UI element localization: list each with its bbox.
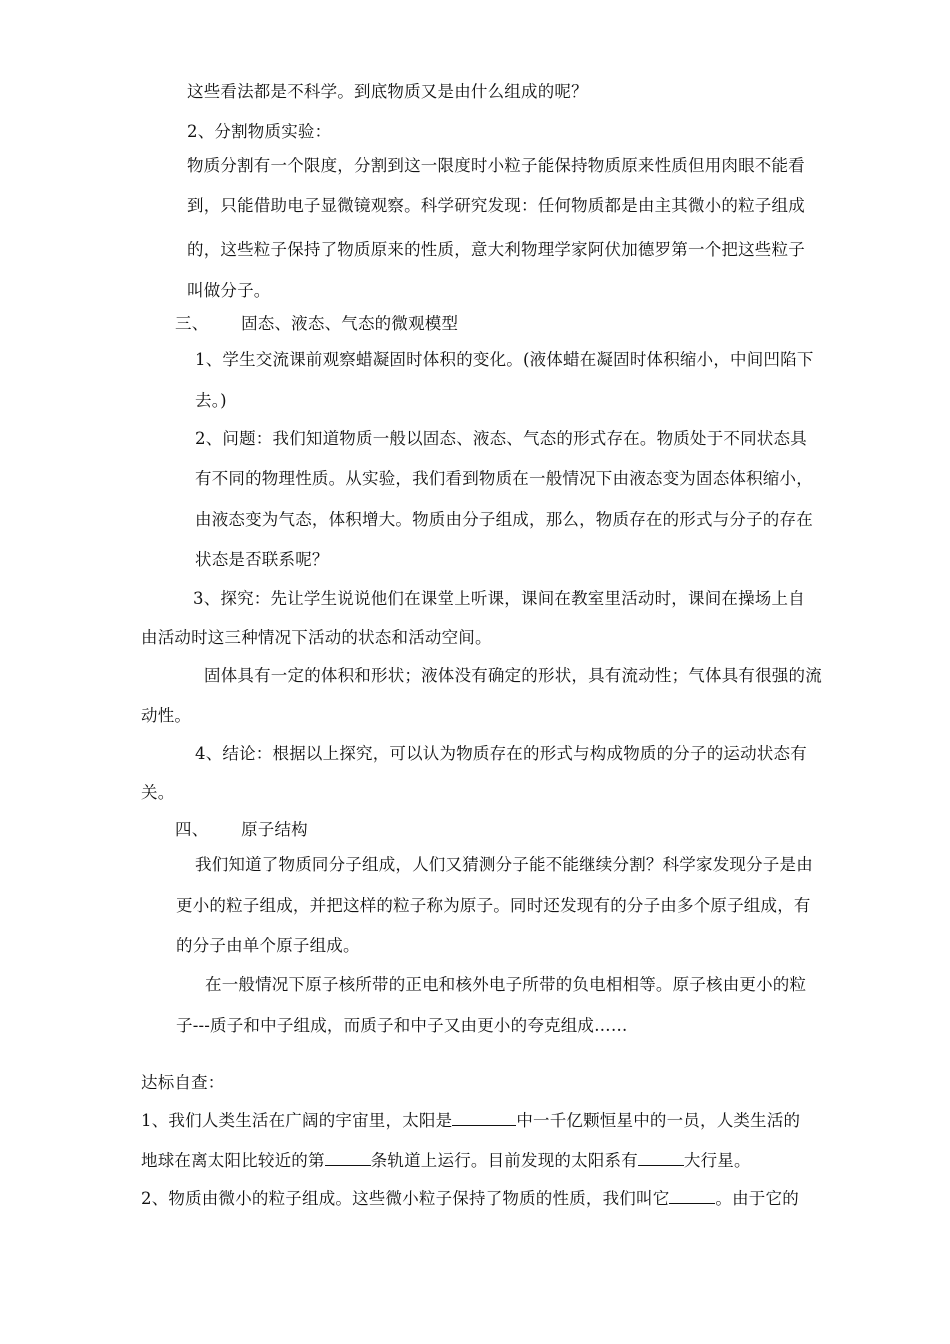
text-line: 物质分割有一个限度，分割到这一限度时小粒子能保持物质原来性质但用肉眼不能看 <box>187 156 805 175</box>
exercise-text: 地球在离太阳比较近的第 <box>141 1151 325 1170</box>
exercise-text: 中一千亿颗恒星中的一员，人类生活的 <box>516 1111 801 1130</box>
answer-blank[interactable] <box>638 1151 684 1166</box>
text-line: 到，只能借助电子显微镜观察。科学研究发现：任何物质都是由主其微小的粒子组成 <box>187 196 805 215</box>
text-line: 的分子由单个原子组成。 <box>176 936 360 955</box>
answer-blank[interactable] <box>325 1151 371 1166</box>
exercise-text: 1、我们人类生活在广阔的宇宙里，太阳是 <box>141 1111 453 1130</box>
text-line: 固体具有一定的体积和形状；液体没有确定的形状，具有流动性；气体具有很强的流 <box>204 666 822 685</box>
text-line: 状态是否联系呢？ <box>195 550 329 569</box>
answer-blank[interactable] <box>452 1111 516 1126</box>
exercise-line <box>141 1189 799 1209</box>
section-heading: 三、 固态、液态、气态的微观模型 <box>175 314 459 333</box>
text-line: 有不同的物理性质。从实验，我们看到物质在一般情况下由液态变为固态体积缩小， <box>195 469 813 488</box>
text-line: 2、问题：我们知道物质一般以固态、液态、气态的形式存在。物质处于不同状态具 <box>195 429 807 448</box>
text-line: 我们知道了物质同分子组成，人们又猜测分子能不能继续分割？科学家发现分子是由 <box>195 855 813 874</box>
text-line: 动性。 <box>141 706 192 725</box>
answer-blank[interactable] <box>669 1189 715 1204</box>
text-line: 由液态变为气态，体积增大。物质由分子组成，那么，物质存在的形式与分子的存在 <box>195 510 813 529</box>
text-line: 关。 <box>141 783 175 802</box>
text-line: 子---质子和中子组成，而质子和中子又由更小的夸克组成…… <box>176 1016 628 1035</box>
section-heading: 2、分割物质实验： <box>187 122 332 141</box>
text-line: 由活动时这三种情况下活动的状态和活动空间。 <box>141 628 492 647</box>
text-line: 4、结论：根据以上探究，可以认为物质存在的形式与构成物质的分子的运动状态有 <box>195 744 807 763</box>
exercise-line <box>141 1111 800 1131</box>
exercise-text: 。由于它的 <box>715 1189 799 1208</box>
text-line: 3、探究：先让学生说说他们在课堂上听课，课间在教室里活动时，课间在操场上自 <box>193 589 805 608</box>
text-line: 的，这些粒子保持了物质原来的性质，意大利物理学家阿伏加德罗第一个把这些粒子 <box>187 240 805 259</box>
text-line: 更小的粒子组成，并把这样的粒子称为原子。同时还发现有的分子由多个原子组成，有 <box>176 896 811 915</box>
text-line: 叫做分子。 <box>187 281 271 300</box>
text-line: 在一般情况下原子核所带的正电和核外电子所带的负电相相等。原子核由更小的粒 <box>205 975 807 994</box>
section-heading: 达标自查： <box>141 1073 225 1092</box>
exercise-line <box>141 1151 751 1171</box>
text-line: 1、学生交流课前观察蜡凝固时体积的变化。(液体蜡在凝固时体积缩小，中间凹陷下 <box>195 350 814 369</box>
exercise-text: 2、物质由微小的粒子组成。这些微小粒子保持了物质的性质，我们叫它 <box>141 1189 670 1208</box>
section-heading: 四、 原子结构 <box>175 820 308 839</box>
text-line: 去。) <box>195 391 227 410</box>
text-line: 这些看法都是不科学。到底物质又是由什么组成的呢？ <box>187 82 588 101</box>
exercise-text: 条轨道上运行。目前发现的太阳系有 <box>370 1151 638 1170</box>
exercise-text: 大行星。 <box>683 1151 751 1170</box>
